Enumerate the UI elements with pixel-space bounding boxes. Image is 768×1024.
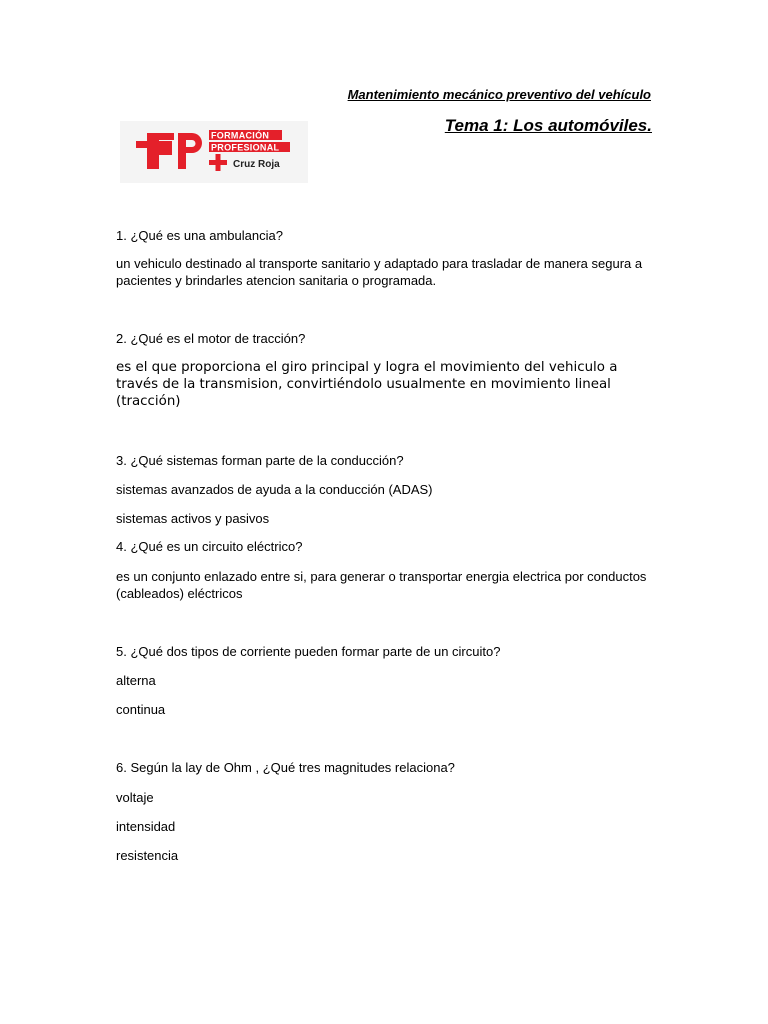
answer-1: un vehiculo destinado al transporte sanitario y adaptado para trasladar de manera segura a pacientes y brindarles atencion sanitaria o programada. [116,256,643,288]
question-5: 5. ¿Qué dos tipos de corriente pueden formar parte de un circuito? [116,644,501,659]
question-4: 4. ¿Qué es un circuito eléctrico? [116,539,303,554]
answer-3b: sistemas activos y pasivos [116,511,270,526]
answer-2: es el que proporciona el giro principal y logra el movimiento del vehiculo a través de la transmision, convirtiéndolo usualmente en movimiento lineal (tracción) [116,360,618,409]
answer-6a: voltaje [116,790,154,805]
answer-6b: intensidad [116,819,176,834]
answer-5b: continua [116,702,166,717]
logo-line3: Cruz Roja [233,159,280,170]
question-2: 2. ¿Qué es el motor de tracción? [116,331,306,346]
question-1: 1. ¿Qué es una ambulancia? [116,228,283,243]
fp-cruz-roja-logo [120,121,308,183]
document-subtitle: Mantenimiento mecánico preventivo del vehículo [347,87,651,102]
question-6: 6. Según la lay de Ohm , ¿Qué tres magnitudes relaciona? [116,760,455,775]
logo-line2: PROFESIONAL [211,142,280,153]
answer-4: es un conjunto enlazado entre si, para generar o transportar energia electrica por conductos (cableados) eléctricos [116,569,647,601]
document-title: Tema 1: Los automóviles. [444,116,652,135]
answer-6c: resistencia [116,848,179,863]
answer-5a: alterna [116,673,156,688]
answer-3a: sistemas avanzados de ayuda a la conducción (ADAS) [116,482,433,497]
question-3: 3. ¿Qué sistemas forman parte de la conducción? [116,453,404,468]
logo-line1: FORMACIÓN [211,130,270,141]
